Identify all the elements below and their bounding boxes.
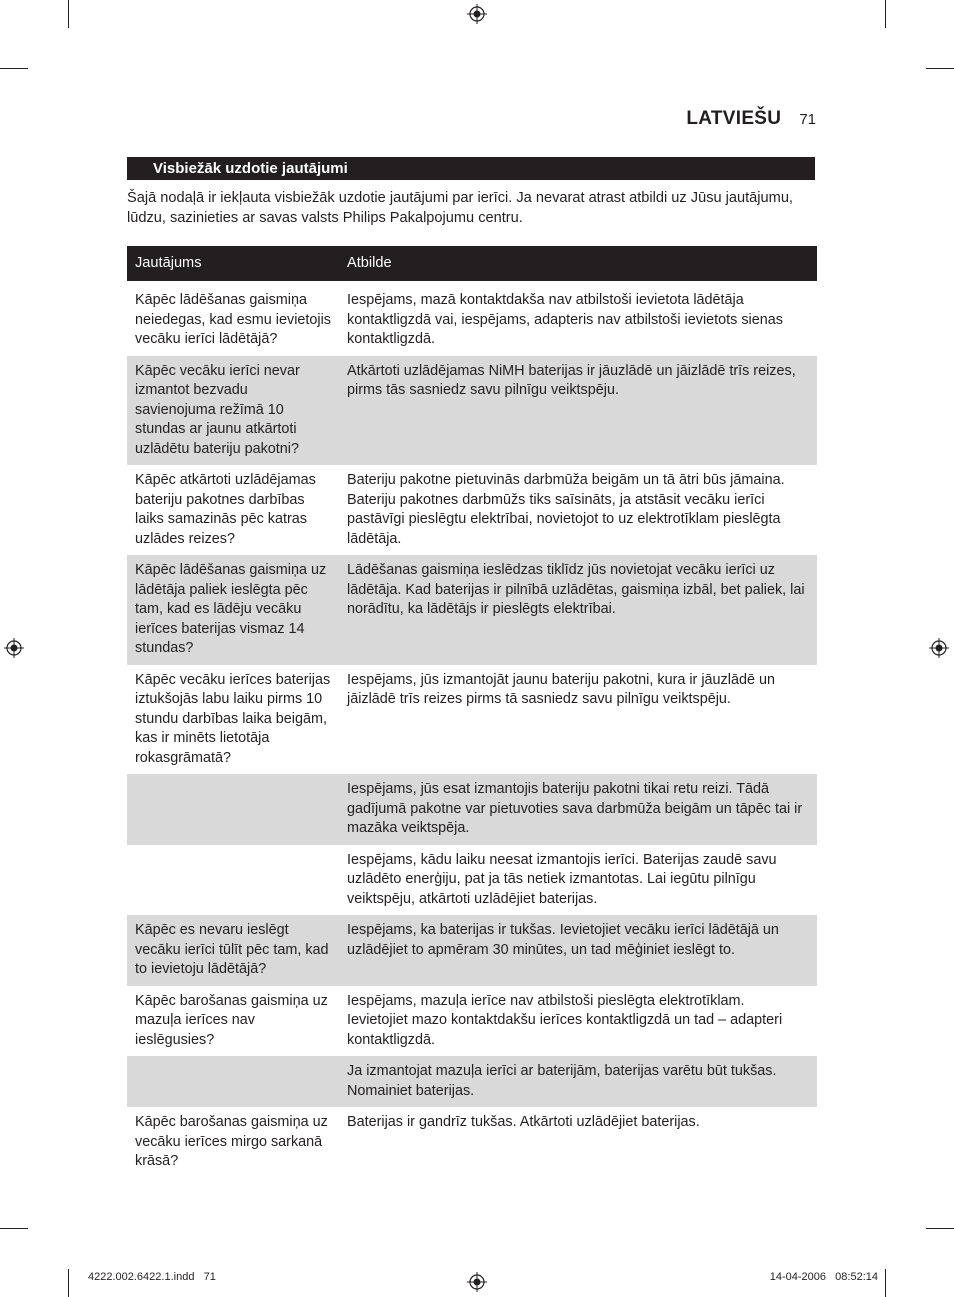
- answer-cell: Iespējams, jūs esat izmantojis bateriju pakotni tikai retu reizi. Tādā gadījumā pakotne var pietuvoties sava darbmūža beigām un tāpēc tai ir mazāka veiktspēja.: [339, 774, 817, 845]
- table-row: [127, 555, 817, 665]
- language-label: LATVIEŠU: [686, 108, 782, 129]
- table-row: [127, 1107, 817, 1178]
- footer-timestamp: 14-04-2006 08:52:14: [769, 1271, 878, 1283]
- question-column-header: Jautājums: [127, 246, 339, 281]
- table-row: [127, 986, 817, 1057]
- question-cell: Kāpēc lādēšanas gaismiņa uz lādētāja paliek ieslēgta pēc tam, kad es lādēju vecāku ierīces baterijas vismaz 14 stundas?: [127, 555, 339, 665]
- crop-mark: [885, 0, 886, 28]
- crop-mark: [885, 1269, 886, 1297]
- question-cell: [127, 1056, 339, 1107]
- table-row: [127, 465, 817, 555]
- answer-cell: Iespējams, jūs izmantojāt jaunu bateriju pakotni, kura ir jāuzlādē un jāizlādē trīs reizes pirms tā sasniedz savu pilnīgu veiktspēju.: [347, 671, 775, 707]
- registration-mark-icon: [4, 638, 24, 658]
- registration-mark-icon: [929, 638, 949, 658]
- question-cell: Kāpēc atkārtoti uzlādējamas bateriju pakotnes darbības laiks samazinās pēc katras uzlādes reizes?: [135, 472, 316, 547]
- question-cell: [127, 774, 339, 845]
- crop-mark: [926, 68, 954, 69]
- page-header: [686, 108, 816, 130]
- question-cell: Kāpēc vecāku ierīces baterijas iztukšojās labu laiku pirms 10 stundu darbības laika beigām, kas ir minēts lietotāja rokasgrāmatā?: [135, 671, 331, 766]
- footer-file-info: 4222.002.6422.1.indd 71: [88, 1271, 216, 1283]
- table-row: [127, 774, 817, 845]
- question-cell: Kāpēc barošanas gaismiņa uz vecāku ierīces mirgo sarkanā krāsā?: [135, 1114, 328, 1169]
- question-cell: Kāpēc es nevaru ieslēgt vecāku ierīci tūlīt pēc tam, kad to ievietoju lādētājā?: [127, 915, 339, 986]
- table-header-row: [127, 246, 817, 281]
- answer-cell: Lādēšanas gaismiņa ieslēdzas tiklīdz jūs novietojat vecāku ierīci uz lādētāja. Kad baterijas ir pilnībā uzlādētas, gaismiņa izbāl, bet paliek, lai norādītu, ka lādētājs ir pieslēgts elektrībai.: [339, 555, 817, 665]
- crop-mark: [0, 68, 28, 69]
- answer-cell: Iespējams, mazuļa ierīce nav atbilstoši pieslēgta elektrotīklam. Ievietojiet mazo kontaktdakšu ierīces kontaktligzdā un tad – adapteri kontaktligzdā.: [347, 992, 783, 1048]
- question-cell: [127, 845, 339, 916]
- question-cell: Kāpēc lādēšanas gaismiņa neiedegas, kad esmu ievietojis vecāku ierīci lādētājā?: [135, 292, 331, 347]
- registration-mark-icon: [467, 1272, 487, 1292]
- table-row: [127, 665, 817, 775]
- crop-mark: [926, 1228, 954, 1229]
- section-title: Visbiežāk uzdotie jautājumi: [127, 157, 815, 180]
- answer-cell: Baterijas ir gandrīz tukšas. Atkārtoti uzlādējiet baterijas.: [347, 1114, 700, 1130]
- table-row: [127, 1056, 817, 1107]
- faq-table: [127, 246, 817, 1178]
- answer-cell: Iespējams, mazā kontaktdakša nav atbilstoši ievietota lādētāja kontaktligzdā vai, iespējams, adapteris nav atbilstoši ievietots sienas kontaktligzdā.: [347, 292, 783, 347]
- question-cell: Kāpēc barošanas gaismiņa uz mazuļa ierīces nav ieslēgusies?: [135, 992, 328, 1048]
- table-row: [127, 281, 817, 356]
- crop-mark: [68, 0, 69, 28]
- crop-mark: [68, 1269, 69, 1297]
- answer-column-header: Atbilde: [339, 246, 817, 281]
- registration-mark-icon: [467, 4, 487, 24]
- answer-cell: Atkārtoti uzlādējamas NiMH baterijas ir jāuzlādē un jāizlādē trīs reizes, pirms tās sasniedz savu pilnīgu veiktspēju.: [339, 356, 817, 466]
- answer-cell: Ja izmantojat mazuļa ierīci ar baterijām, baterijas varētu būt tukšas. Nomainiet baterijas.: [339, 1056, 817, 1107]
- intro-paragraph: Šajā nodaļā ir iekļauta visbiežāk uzdotie jautājumi par ierīci. Ja nevarat atrast atbildi uz Jūsu jautājumu, lūdzu, sazinieties ar savas valsts Philips Pakalpojumu centru.: [127, 190, 793, 226]
- question-cell: Kāpēc vecāku ierīci nevar izmantot bezvadu savienojuma režīmā 10 stundas ar jaunu atkārtoti uzlādētu bateriju pakotni?: [127, 356, 339, 466]
- table-row: [127, 356, 817, 466]
- page-number: 71: [799, 111, 816, 128]
- answer-cell: Iespējams, ka baterijas ir tukšas. Ievietojiet vecāku ierīci lādētājā un uzlādējiet to apmēram 30 minūtes, un tad mēģiniet ieslēgt to.: [339, 915, 817, 986]
- table-row: [127, 845, 817, 916]
- answer-cell: Iespējams, kādu laiku neesat izmantojis ierīci. Baterijas zaudē savu uzlādēto enerģiju, pat ja tās netiek izmantotas. Lai iegūtu pilnīgu veiktspēju, atkārtoti uzlādējiet baterijas.: [347, 851, 777, 907]
- answer-cell: Bateriju pakotne pietuvinās darbmūža beigām un tā ātri būs jāmaina. Bateriju pakotnes darbmūžs tiks saīsināts, ja atstāsit vecāku ierīci pastāvīgi pieslēgtu elektrībai, novietojot to uz elektrotīklam pieslēgta lādētāja.: [347, 472, 785, 547]
- table-row: [127, 915, 817, 986]
- crop-mark: [0, 1228, 28, 1229]
